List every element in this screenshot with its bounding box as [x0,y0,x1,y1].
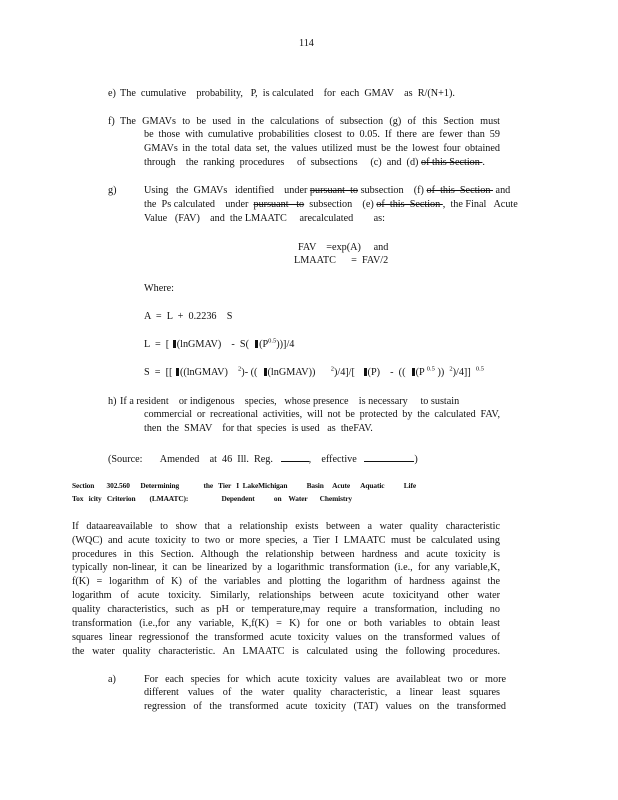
superscript: 0.5 [268,337,277,345]
section-heading: Tox icity Criterion (LMAATC): Dependent on Water Chemistry [72,494,353,503]
superscript: 0.5 [426,365,435,373]
equation-lmaatc: LMAATC = FAV/2 [294,255,389,266]
formula-text: )/4]/[ [333,367,363,378]
formula-text: L = [ [144,339,172,350]
formula-text: (P [415,367,427,378]
body-line: squares linear regressionof the transformed acute toxicity values on the transformed values of [72,632,500,643]
item-f-label: f) [108,116,115,127]
formula-text: (lnGMAV) - S( [176,339,255,350]
item-f-line [144,157,485,169]
item-g-text: and [493,185,511,196]
summation-glyph [364,368,367,376]
summation-glyph [264,368,267,376]
formula-text: )) [434,367,450,378]
item-f-line: be those with cumulative probabilities closest to 0.05. If there are fewer than 59 [144,129,500,140]
struck-text: of this Section [426,185,493,196]
body-line: procedures in this Section. Although the relationship between hardness and acute toxicity is [72,549,500,560]
body-line: quality characteristics, such as pH or temperature,may require a transformation, including no [72,604,500,615]
superscript: 0.5 [475,365,484,373]
summation-glyph [173,340,176,348]
body-line: logarithm of acute toxicity. Similarly, relationships between acute toxicityand other water [72,590,500,601]
body-line: If dataareavailable to show that a relationship exists between a water quality characteristic [72,521,500,532]
formula-a: A = L + 0.2236 S [144,311,233,322]
where-label: Where: [144,283,174,294]
item-g-line [144,199,518,211]
formula-l [144,339,294,351]
item-g-text: subsection (e) [304,199,377,210]
struck-text: pursuant to [309,185,359,196]
item-f-line: GMAVs in the total data set, the values utilized must be the lowest four obtained [144,143,500,154]
item-f-text: through the ranking procedures of subsections (c) and (d) [144,157,421,168]
section-heading: Section 302.560 Determining the Tier I LakeMichigan Basin Acute Aquatic Life [72,481,417,490]
formula-text: ((lnGMAV) [179,367,239,378]
item-g-text: , the Final Acute [442,199,518,210]
formula-text: ))]/4 [276,339,295,350]
item-a-line: different values of the water quality characteristic, a linear least squares [144,687,500,698]
body-line: typically non-linear, it can be linearized by a logarithmic transformation (i.e., for any variable,K, [72,562,500,573]
item-f-text: . [482,157,485,168]
item-g-text: subsection (f) [358,185,427,196]
item-e-label: e) [108,88,116,99]
item-g-text: the Ps calculated under [144,199,254,210]
item-h-line: then the SMAV for that species is used as theFAV. [144,423,373,434]
struck-text: of this Section [420,157,483,168]
formula-text: )/4]] [452,367,476,378]
struck-text: of this Section [376,199,443,210]
source-text: , effective [308,454,365,465]
superscript: 2 [330,365,334,373]
item-h-label: h) [108,396,117,407]
formula-text: (P [259,339,269,350]
item-e-text: The cumulative probability, P, is calculated for each GMAV as R/(N+1). [120,88,455,99]
body-line: transformation (i.e.,for any variable, K,f(K) = K) for one or both variables to obtain least [72,618,500,629]
blank-line [281,451,309,462]
item-f-line: The GMAVs to be used in the calculations of subsection (g) of this Section must [120,116,500,127]
item-g-line: Value (FAV) and the LMAATC arecalculated as: [144,213,385,224]
source-note [108,451,418,466]
item-a-line: regression of the transformed acute toxicity (TAT) values on the transformed [144,701,506,712]
formula-s [144,367,484,379]
formula-text: (lnGMAV)) [267,367,331,378]
formula-text: S = [[ [144,367,175,378]
formula-text: )- (( [241,367,263,378]
source-text: ) [414,454,418,465]
item-a-label: a) [108,674,116,685]
item-h-line: If a resident or indigenous species, whose presence is necessary to sustain [120,396,460,407]
body-line: the water quality characteristic. An LMAATC is calculated using the following procedures. [72,646,500,657]
item-g-text: Using the GMAVs identified under [144,185,310,196]
formula-text: (P) - (( [367,367,411,378]
superscript: 2 [238,365,242,373]
blank-line [364,451,414,462]
superscript: 2 [449,365,453,373]
body-line: f(K) = logarithm of K) of the variables and plotting the logarithm of hardness against the [72,576,500,587]
struck-text: pursuant to [253,199,305,210]
item-g-line [144,185,510,197]
item-h-line: commercial or recreational activities, will not be protected by the calculated FAV, [144,409,500,420]
item-g-label: g) [108,185,117,196]
equation-fav: FAV =exp(A) and [298,242,389,253]
summation-glyph [176,368,179,376]
source-text: (Source: Amended at 46 Ill. Reg. [108,454,281,465]
summation-glyph [412,368,415,376]
item-a-line: For each species for which acute toxicity values are availableat two or more [144,674,506,685]
body-line: (WQC) and acute toxicity to two or more species, a Tier I LMAATC must be calculated using [72,535,500,546]
page-number: 114 [299,38,314,49]
summation-glyph [255,340,258,348]
